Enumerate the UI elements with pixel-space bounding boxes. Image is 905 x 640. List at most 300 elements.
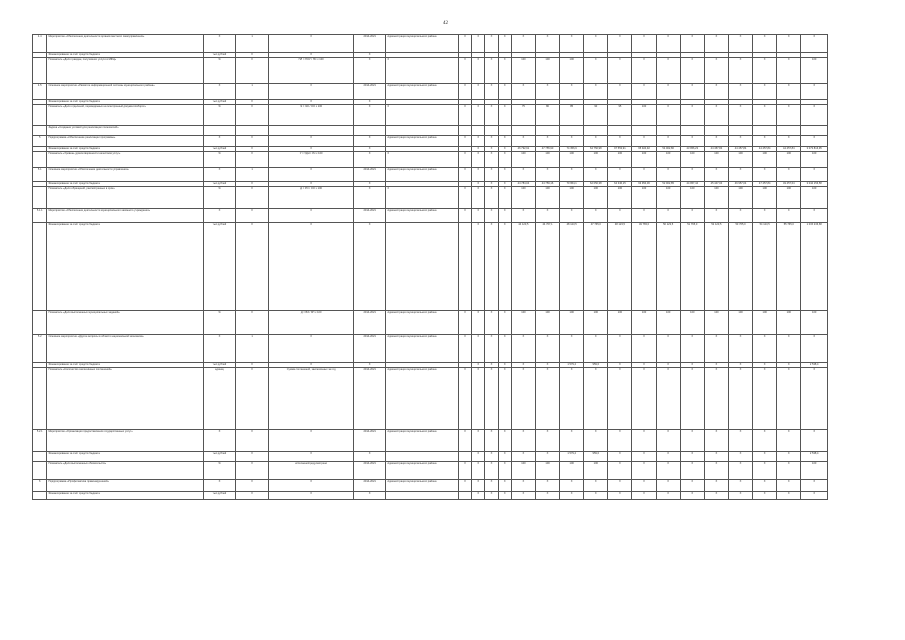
table-row bbox=[33, 480, 828, 492]
value-cell: 100 bbox=[704, 311, 728, 335]
value-cell: 100 bbox=[632, 311, 656, 335]
unit-cell: тыс.рублей bbox=[204, 363, 235, 368]
executor-cell: Администрация муниципального района bbox=[386, 35, 458, 53]
value-cell: X bbox=[511, 136, 535, 147]
value-cell: X bbox=[498, 105, 511, 126]
value-cell: X bbox=[458, 335, 471, 363]
table-body bbox=[33, 35, 828, 500]
value-cell: X bbox=[458, 84, 471, 100]
period-cell: X bbox=[353, 105, 386, 126]
table-row bbox=[33, 452, 828, 462]
value-cell: X bbox=[777, 58, 801, 84]
value-cell bbox=[458, 126, 471, 136]
weight-cell: X bbox=[235, 492, 269, 500]
weight-cell: X bbox=[235, 100, 269, 105]
unit-cell: X bbox=[204, 480, 235, 492]
row-name-cell: Задача «Создание условий для реализации полномочий» bbox=[47, 126, 204, 136]
value-cell: X bbox=[704, 452, 728, 462]
value-cell: X bbox=[728, 105, 752, 126]
value-cell: X bbox=[498, 35, 511, 53]
value-cell: X bbox=[472, 168, 485, 182]
value-cell: X bbox=[560, 368, 584, 430]
value-cell: X bbox=[511, 430, 535, 452]
value-cell: 70 954,1 bbox=[560, 182, 584, 187]
value-cell: X bbox=[777, 430, 801, 452]
table-row bbox=[33, 168, 828, 182]
value-cell: X bbox=[472, 147, 485, 152]
value-cell: 1 579,4 bbox=[560, 452, 584, 462]
value-cell: 54 902,80 bbox=[656, 147, 680, 152]
row-name-cell: Показатель «Доля отделений, переведённых на электронный документооборот» bbox=[47, 105, 204, 126]
unit-cell: % bbox=[204, 105, 235, 126]
value-cell: X bbox=[632, 136, 656, 147]
value-cell: X bbox=[801, 492, 828, 500]
weight-cell: X bbox=[235, 152, 269, 168]
table-row bbox=[33, 368, 828, 430]
value-cell: X bbox=[535, 136, 559, 147]
row-number-cell bbox=[33, 492, 47, 500]
value-cell: 44 457,84 bbox=[777, 147, 801, 152]
value-cell: 100 bbox=[801, 58, 828, 84]
executor-cell: Администрация муниципального района bbox=[386, 168, 458, 182]
value-cell: 100 bbox=[656, 152, 680, 168]
row-name-cell: Показатель «Количество заключённых соглашений» bbox=[47, 368, 204, 430]
value-cell: X bbox=[458, 480, 471, 492]
value-cell: 93 954,06 bbox=[632, 182, 656, 187]
value-cell bbox=[753, 126, 777, 136]
table-row bbox=[33, 126, 828, 136]
value-cell: X bbox=[511, 480, 535, 492]
formula-cell: Д = ВЗ / ЗП х 100 bbox=[269, 311, 353, 335]
value-cell bbox=[498, 126, 511, 136]
unit-cell: тыс.рублей bbox=[204, 492, 235, 500]
weight-cell: X bbox=[235, 363, 269, 368]
value-cell: X bbox=[680, 430, 704, 452]
value-cell: X bbox=[472, 492, 485, 500]
value-cell: 51 765,0 bbox=[680, 223, 704, 311]
value-cell: X bbox=[498, 58, 511, 84]
value-cell: 100 bbox=[584, 311, 608, 335]
weight-cell: X bbox=[235, 452, 269, 462]
value-cell: X bbox=[801, 84, 828, 100]
unit-cell: X bbox=[204, 35, 235, 53]
period-cell bbox=[353, 126, 386, 136]
formula-cell: X bbox=[269, 53, 353, 58]
period-cell: X bbox=[353, 53, 386, 58]
value-cell: X bbox=[753, 368, 777, 430]
value-cell: X bbox=[704, 430, 728, 452]
value-cell: X bbox=[656, 430, 680, 452]
value-cell: 47 457,84 bbox=[753, 182, 777, 187]
value-cell: 64 346,15 bbox=[608, 182, 632, 187]
value-cell: X bbox=[485, 335, 498, 363]
value-cell bbox=[801, 126, 828, 136]
value-cell: X bbox=[656, 368, 680, 430]
table-row bbox=[33, 35, 828, 53]
value-cell: X bbox=[584, 84, 608, 100]
value-cell: 2 538,4 bbox=[801, 452, 828, 462]
value-cell: X bbox=[485, 480, 498, 492]
row-name-cell: Основное мероприятие «Другие вопросы в области национальной экономики» bbox=[47, 335, 204, 363]
value-cell: X bbox=[608, 84, 632, 100]
value-cell: X bbox=[656, 84, 680, 100]
value-cell: X bbox=[753, 35, 777, 53]
value-cell: 49 457,64 bbox=[777, 182, 801, 187]
executor-cell bbox=[386, 452, 458, 462]
value-cell: X bbox=[632, 363, 656, 368]
executor-cell: Администрация муниципального района bbox=[386, 335, 458, 363]
period-cell: 2014-2021 bbox=[353, 168, 386, 182]
period-cell: X bbox=[353, 100, 386, 105]
row-number-cell: 5.1 bbox=[33, 168, 47, 182]
value-cell: X bbox=[753, 492, 777, 500]
value-cell: 100 bbox=[584, 152, 608, 168]
row-number-cell bbox=[33, 105, 47, 126]
value-cell: X bbox=[704, 492, 728, 500]
value-cell: 44 759,16 bbox=[535, 182, 559, 187]
value-cell: 49 765,0 bbox=[632, 223, 656, 311]
row-name-cell: Финансирование за счёт средств бюджета bbox=[47, 100, 204, 105]
value-cell: X bbox=[485, 452, 498, 462]
value-cell: X bbox=[584, 368, 608, 430]
value-cell: 43 956,23 bbox=[680, 147, 704, 152]
formula-cell: X bbox=[269, 100, 353, 105]
value-cell: 100 bbox=[535, 311, 559, 335]
formula-cell: Э = ЭО / ОО х 100 bbox=[269, 105, 353, 126]
value-cell: X bbox=[511, 368, 535, 430]
executor-cell: Администрация муниципального района bbox=[386, 430, 458, 452]
table-row bbox=[33, 335, 828, 363]
value-cell: X bbox=[680, 58, 704, 84]
value-cell: X bbox=[608, 430, 632, 452]
unit-cell: единиц bbox=[204, 368, 235, 430]
value-cell: X bbox=[584, 335, 608, 363]
value-cell: 54 123,5 bbox=[753, 223, 777, 311]
value-cell: X bbox=[656, 105, 680, 126]
executor-cell: X bbox=[386, 105, 458, 126]
value-cell: X bbox=[680, 209, 704, 223]
value-cell: 44 767,1 bbox=[535, 223, 559, 311]
period-cell: 2014-2021 bbox=[353, 311, 386, 335]
value-cell: X bbox=[680, 335, 704, 363]
row-number-cell: 5.2 bbox=[33, 335, 47, 363]
value-cell: 100 bbox=[632, 187, 656, 209]
value-cell: X bbox=[485, 152, 498, 168]
value-cell: X bbox=[656, 136, 680, 147]
value-cell bbox=[472, 126, 485, 136]
value-cell: X bbox=[498, 430, 511, 452]
period-cell: 2014-2021 bbox=[353, 209, 386, 223]
value-cell: X bbox=[485, 209, 498, 223]
value-cell: 46 792,91 bbox=[511, 147, 535, 152]
value-cell: 100 bbox=[511, 311, 535, 335]
value-cell: X bbox=[472, 335, 485, 363]
weight-cell: X bbox=[235, 53, 269, 58]
value-cell: 100 bbox=[584, 187, 608, 209]
period-cell: 2014-2021 bbox=[353, 35, 386, 53]
value-cell: X bbox=[472, 462, 485, 480]
value-cell: X bbox=[728, 492, 752, 500]
row-name-cell: Основное мероприятие «Развитие информационной системы муниципального района» bbox=[47, 84, 204, 100]
weight-cell: X bbox=[235, 187, 269, 209]
row-name-cell: Финансирование за счёт средств бюджета bbox=[47, 223, 204, 311]
value-cell: 100 bbox=[777, 152, 801, 168]
value-cell: X bbox=[560, 84, 584, 100]
value-cell: X bbox=[535, 84, 559, 100]
value-cell: 100 bbox=[535, 58, 559, 84]
period-cell: X bbox=[353, 152, 386, 168]
value-cell: X bbox=[728, 136, 752, 147]
value-cell: X bbox=[485, 35, 498, 53]
value-cell: X bbox=[498, 368, 511, 430]
period-cell: X bbox=[353, 223, 386, 311]
unit-cell: % bbox=[204, 58, 235, 84]
value-cell: X bbox=[680, 462, 704, 480]
value-cell: X bbox=[472, 452, 485, 462]
executor-cell: Администрация муниципального района bbox=[386, 480, 458, 492]
value-cell: 100 bbox=[511, 462, 535, 480]
value-cell: X bbox=[498, 492, 511, 500]
value-cell: 44 457,84 bbox=[704, 147, 728, 152]
value-cell: X bbox=[680, 368, 704, 430]
value-cell: X bbox=[511, 335, 535, 363]
weight-cell: X bbox=[235, 182, 269, 187]
formula-cell: ПЛ = ПОУ / ПС х 100 bbox=[269, 58, 353, 84]
value-cell: X bbox=[656, 168, 680, 182]
value-cell: X bbox=[728, 452, 752, 462]
value-cell: 74 356,9 bbox=[560, 147, 584, 152]
period-cell: 2014-2021 bbox=[353, 335, 386, 363]
value-cell: 100 bbox=[777, 187, 801, 209]
value-cell: X bbox=[704, 84, 728, 100]
value-cell: X bbox=[498, 152, 511, 168]
executor-cell: Администрация муниципального района bbox=[386, 311, 458, 335]
value-cell: X bbox=[608, 462, 632, 480]
value-cell: 100 bbox=[801, 311, 828, 335]
value-cell: X bbox=[777, 335, 801, 363]
value-cell: 100 bbox=[511, 58, 535, 84]
value-cell: 100 bbox=[753, 152, 777, 168]
value-cell: X bbox=[584, 136, 608, 147]
value-cell: X bbox=[535, 430, 559, 452]
unit-cell: тыс.рублей bbox=[204, 182, 235, 187]
formula-cell: X bbox=[269, 35, 353, 53]
weight-cell: X bbox=[235, 105, 269, 126]
value-cell: X bbox=[472, 182, 485, 187]
value-cell bbox=[777, 126, 801, 136]
value-cell bbox=[656, 126, 680, 136]
value-cell: X bbox=[472, 136, 485, 147]
value-cell: X bbox=[560, 209, 584, 223]
value-cell: X bbox=[728, 168, 752, 182]
value-cell: X bbox=[560, 430, 584, 452]
value-cell: X bbox=[777, 368, 801, 430]
value-cell: X bbox=[801, 209, 828, 223]
value-cell: X bbox=[728, 363, 752, 368]
value-cell: 100 bbox=[511, 187, 535, 209]
value-cell: X bbox=[704, 58, 728, 84]
unit-cell: % bbox=[204, 462, 235, 480]
value-cell: X bbox=[485, 430, 498, 452]
value-cell: 100 bbox=[560, 187, 584, 209]
value-cell: X bbox=[753, 462, 777, 480]
value-cell: 100 bbox=[632, 105, 656, 126]
formula-cell bbox=[269, 126, 353, 136]
value-cell: X bbox=[485, 311, 498, 335]
value-cell: X bbox=[458, 209, 471, 223]
value-cell: X bbox=[680, 136, 704, 147]
value-cell: X bbox=[472, 35, 485, 53]
row-number-cell: 5.2.1 bbox=[33, 430, 47, 452]
value-cell: 100 bbox=[511, 152, 535, 168]
weight-cell: X bbox=[235, 147, 269, 152]
value-cell: X bbox=[458, 462, 471, 480]
value-cell: X bbox=[753, 136, 777, 147]
value-cell: X bbox=[608, 363, 632, 368]
row-name-cell: Показатель «Доля выполненных обязательств» bbox=[47, 462, 204, 480]
value-cell: X bbox=[458, 187, 471, 209]
value-cell: 100 bbox=[728, 152, 752, 168]
value-cell: X bbox=[485, 58, 498, 84]
executor-cell: Администрация муниципального района bbox=[386, 84, 458, 100]
value-cell: 100 bbox=[777, 311, 801, 335]
value-cell: X bbox=[535, 35, 559, 53]
value-cell: 100 bbox=[801, 152, 828, 168]
weight-cell: X bbox=[235, 480, 269, 492]
executor-cell bbox=[386, 492, 458, 500]
value-cell: X bbox=[632, 84, 656, 100]
value-cell: X bbox=[728, 480, 752, 492]
row-name-cell: Мероприятие «Обеспечение деятельности органов местного самоуправления» bbox=[47, 35, 204, 53]
value-cell: X bbox=[632, 35, 656, 53]
value-cell: X bbox=[680, 480, 704, 492]
value-cell: X bbox=[472, 58, 485, 84]
value-cell: 100 bbox=[535, 187, 559, 209]
row-number-cell bbox=[33, 187, 47, 209]
formula-cell: X bbox=[269, 136, 353, 147]
value-cell: X bbox=[472, 209, 485, 223]
value-cell bbox=[680, 126, 704, 136]
value-cell: 44 457,84 bbox=[753, 147, 777, 152]
row-number-cell: 5 bbox=[33, 136, 47, 147]
value-cell: X bbox=[472, 363, 485, 368]
unit-cell: X bbox=[204, 136, 235, 147]
value-cell: X bbox=[656, 35, 680, 53]
value-cell bbox=[584, 126, 608, 136]
table-row bbox=[33, 187, 828, 209]
value-cell: X bbox=[584, 209, 608, 223]
value-cell: X bbox=[656, 209, 680, 223]
value-cell: X bbox=[680, 84, 704, 100]
table-row bbox=[33, 492, 828, 500]
value-cell: X bbox=[458, 152, 471, 168]
value-cell: X bbox=[511, 35, 535, 53]
value-cell: X bbox=[472, 368, 485, 430]
value-cell: 100 bbox=[560, 311, 584, 335]
value-cell: X bbox=[656, 335, 680, 363]
table-row bbox=[33, 430, 828, 452]
value-cell: 100 bbox=[728, 187, 752, 209]
formula-cell: Д = РО / ОО х 100 bbox=[269, 187, 353, 209]
value-cell: X bbox=[753, 168, 777, 182]
value-cell: X bbox=[498, 311, 511, 335]
value-cell: X bbox=[704, 462, 728, 480]
row-name-cell: Финансирование за счёт средств бюджета bbox=[47, 53, 204, 58]
value-cell: 85 bbox=[560, 105, 584, 126]
value-cell: X bbox=[728, 84, 752, 100]
value-cell: X bbox=[728, 35, 752, 53]
value-cell: X bbox=[632, 335, 656, 363]
table-row bbox=[33, 152, 828, 168]
value-cell: 95 924,92 bbox=[632, 147, 656, 152]
formula-cell: X bbox=[269, 84, 353, 100]
value-cell: X bbox=[608, 58, 632, 84]
unit-cell: тыс.рублей bbox=[204, 147, 235, 152]
row-number-cell: 5.1.1 bbox=[33, 209, 47, 223]
value-cell: X bbox=[632, 480, 656, 492]
value-cell: 46 957,04 bbox=[728, 182, 752, 187]
value-cell: X bbox=[777, 105, 801, 126]
value-cell: X bbox=[485, 187, 498, 209]
unit-cell: тыс.рублей bbox=[204, 223, 235, 311]
value-cell: X bbox=[728, 58, 752, 84]
value-cell: X bbox=[608, 168, 632, 182]
row-name-cell: Основное мероприятие «Обеспечение деятельности управления» bbox=[47, 168, 204, 182]
value-cell: X bbox=[608, 209, 632, 223]
row-number-cell bbox=[33, 58, 47, 84]
formula-cell: X bbox=[269, 168, 353, 182]
value-cell: X bbox=[777, 136, 801, 147]
period-cell: 2014-2021 bbox=[353, 430, 386, 452]
weight-cell: 1 bbox=[235, 335, 269, 363]
table-row bbox=[33, 311, 828, 335]
value-cell: X bbox=[560, 136, 584, 147]
value-cell: X bbox=[535, 363, 559, 368]
value-cell: 95 bbox=[608, 105, 632, 126]
value-cell: 100 bbox=[535, 462, 559, 480]
value-cell: X bbox=[680, 168, 704, 182]
unit-cell: X bbox=[204, 84, 235, 100]
value-cell: 47 765,0 bbox=[584, 223, 608, 311]
period-cell: X bbox=[353, 147, 386, 152]
value-cell: X bbox=[485, 84, 498, 100]
unit-cell: X bbox=[204, 430, 235, 452]
formula-cell: X bbox=[269, 182, 353, 187]
table-row bbox=[33, 136, 828, 147]
value-cell: X bbox=[485, 168, 498, 182]
value-cell bbox=[704, 126, 728, 136]
executor-cell: X bbox=[386, 58, 458, 84]
value-cell: X bbox=[535, 492, 559, 500]
value-cell: X bbox=[801, 136, 828, 147]
value-cell: X bbox=[498, 462, 511, 480]
value-cell: 90 bbox=[584, 105, 608, 126]
unit-cell: X bbox=[204, 168, 235, 182]
value-cell: X bbox=[498, 84, 511, 100]
period-cell: X bbox=[353, 182, 386, 187]
value-cell: X bbox=[680, 105, 704, 126]
executor-cell: Администрация муниципального района bbox=[386, 136, 458, 147]
value-cell: X bbox=[498, 182, 511, 187]
value-cell: X bbox=[753, 430, 777, 452]
value-cell bbox=[458, 492, 471, 500]
table-row bbox=[33, 58, 828, 84]
row-name-cell: Финансирование за счёт средств бюджета bbox=[47, 363, 204, 368]
value-cell: X bbox=[753, 335, 777, 363]
value-cell: 100 bbox=[680, 187, 704, 209]
value-cell: X bbox=[472, 430, 485, 452]
value-cell: 100 bbox=[535, 152, 559, 168]
